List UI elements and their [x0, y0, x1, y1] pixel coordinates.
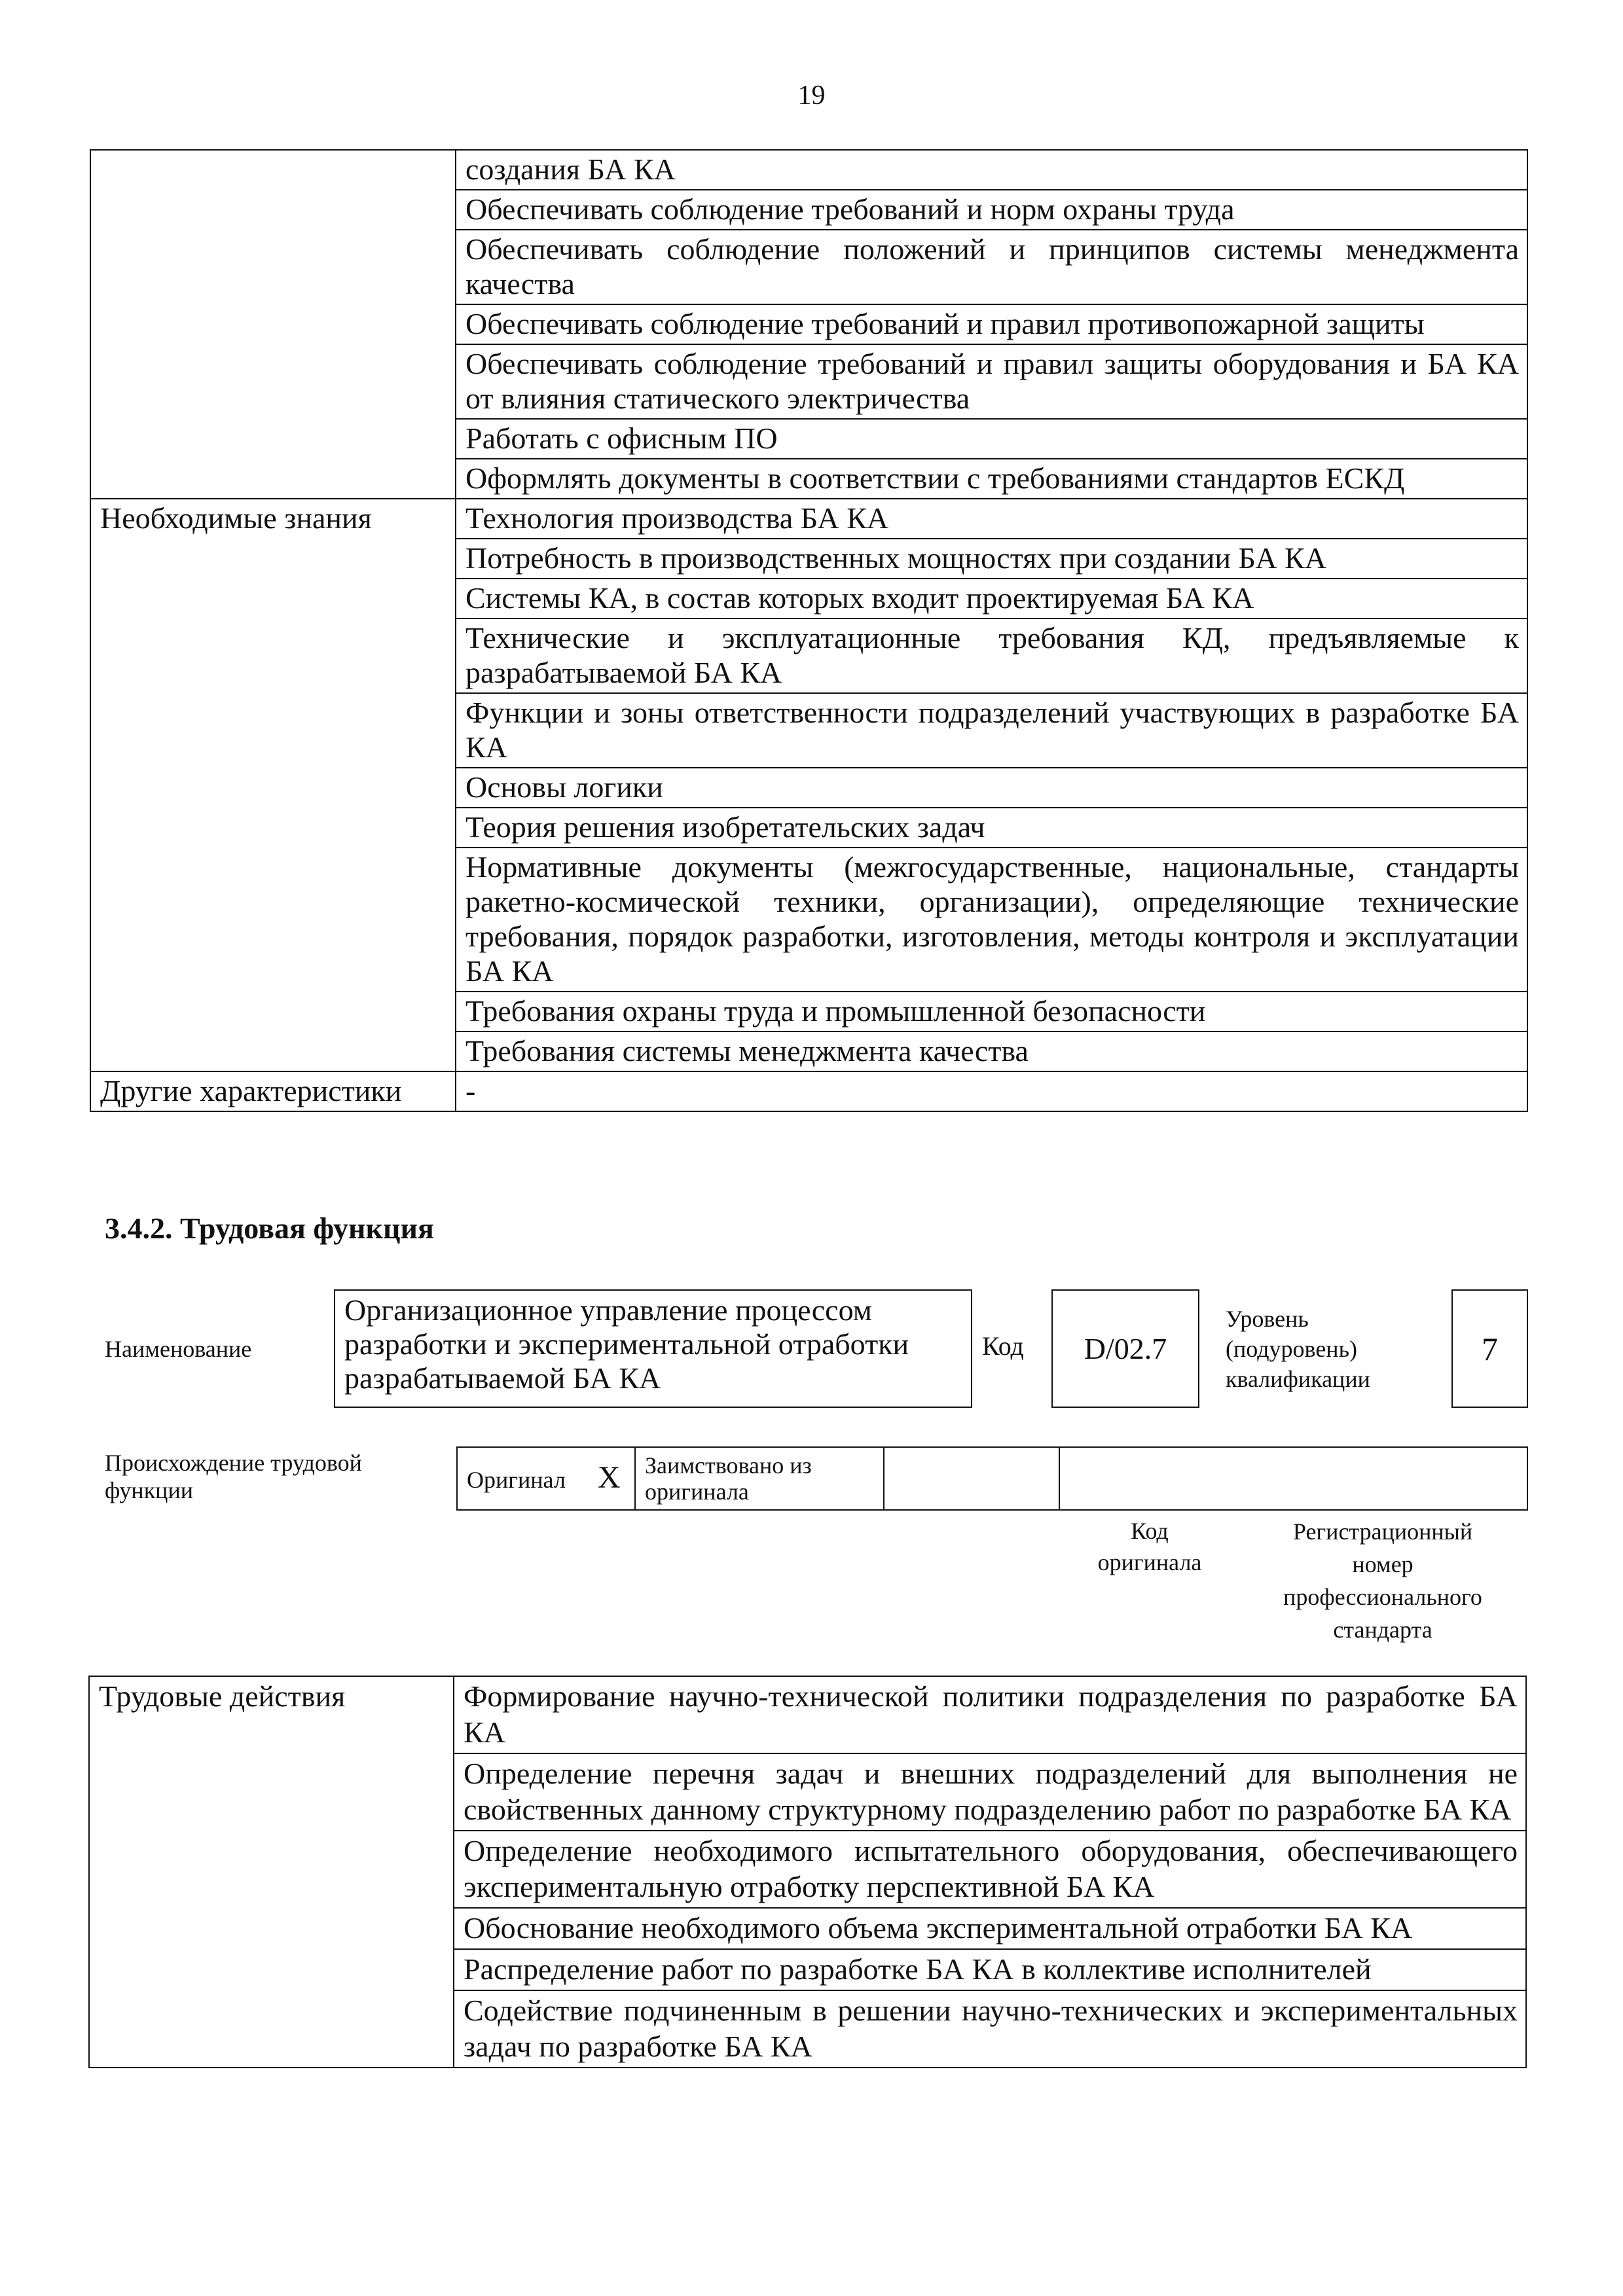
labor-actions-table [88, 1676, 1527, 2068]
section-title: 3.4.2. Трудовая функция [105, 1211, 434, 1245]
code-original-caption [1061, 1515, 1239, 1578]
knowledge-item: Требования охраны труда и промышленной безопасности [456, 992, 1527, 1031]
knowledge-item: Нормативные документы (межгосударственные, национальные, стандарты ракетно-космической техники, организации), определяющие технические требования, порядок разработки, изготовления, методы контроля и эксплуатации БА КА [456, 848, 1527, 992]
origin-table [456, 1446, 1528, 1511]
table-row [457, 1447, 1527, 1510]
knowledge-item: Потребность в производственных мощностях при создании БА КА [456, 539, 1527, 579]
origin-label-line: функции [105, 1477, 193, 1503]
skill-item: Обеспечивать соблюдение положений и принципов системы менеджмента качества [456, 230, 1527, 304]
caption-line: стандарта [1333, 1617, 1432, 1643]
skill-item: Обеспечивать соблюдение требований и норм охраны труда [456, 190, 1527, 230]
knowledge-item: Функции и зоны ответственности подразделений участвующих в разработке БА КА [456, 693, 1527, 768]
skill-item: Работать с офисным ПО [456, 419, 1527, 459]
code-label: Код [982, 1331, 1024, 1361]
skills-knowledge-table [90, 149, 1528, 1112]
caption-line: номер [1352, 1551, 1413, 1577]
function-name-box: Организационное управление процессом разработки и экспериментальной отработки разрабатываемой БА КА [334, 1289, 972, 1408]
qualification-level-box: 7 [1451, 1289, 1528, 1408]
page-number: 19 [797, 81, 826, 111]
table-row [89, 1676, 1526, 1753]
caption-line: Регистрационный [1292, 1518, 1473, 1545]
origin-label-line: Происхождение трудовой [105, 1450, 362, 1476]
labor-actions-header: Трудовые действия [89, 1676, 454, 2068]
other-characteristics-value: - [456, 1071, 1527, 1111]
knowledge-item: Основы логики [456, 768, 1527, 808]
knowledge-header-cell: Необходимые знания [90, 499, 456, 1071]
caption-line: Код [1131, 1518, 1169, 1544]
other-characteristics-header: Другие характеристики [90, 1071, 456, 1111]
labor-action-item: Определение перечня задач и внешних подразделений для выполнения не свойственных данному структурному подразделению работ по разработке БА КА [454, 1753, 1526, 1831]
name-label: Наименование [105, 1336, 252, 1362]
labor-action-item: Формирование научно-технической политики подразделения по разработке БА КА [454, 1676, 1526, 1753]
table-row [90, 150, 1527, 190]
skill-item: Оформлять документы в соответствии с требованиями стандартов ЕСКД [456, 459, 1527, 499]
skill-item: Обеспечивать соблюдение требований и правил противопожарной защиты [456, 304, 1527, 344]
original-label: Оригинал [467, 1466, 566, 1493]
original-mark: X [597, 1460, 621, 1495]
labor-action-item: Обоснование необходимого объема экспериментальной отработки БА КА [454, 1908, 1526, 1949]
origin-label [105, 1449, 362, 1504]
knowledge-item: Системы КА, в состав которых входит проектируемая БА КА [456, 579, 1527, 619]
level-label [1226, 1304, 1370, 1394]
knowledge-item: Теория решения изобретательских задач [456, 808, 1527, 848]
empty-header-cell [90, 150, 456, 499]
skill-item: создания БА КА [456, 150, 1527, 190]
table-row [90, 1071, 1527, 1111]
labor-action-item: Определение необходимого испытательного оборудования, обеспечивающего экспериментальную отработку перспективной БА КА [454, 1831, 1526, 1908]
level-label-line: Уровень [1226, 1306, 1309, 1332]
caption-line: профессионального [1283, 1584, 1482, 1610]
knowledge-item: Технология производства БА КА [456, 499, 1527, 539]
function-code-box: D/02.7 [1051, 1289, 1199, 1408]
origin-reg-number-cell [1059, 1447, 1527, 1510]
labor-action-item: Содействие подчиненным в решении научно-технических и экспериментальных задач по разработке БА КА [454, 1990, 1526, 2068]
knowledge-item: Требования системы менеджмента качества [456, 1031, 1527, 1071]
table-row [90, 499, 1527, 539]
level-label-line: (подуровень) [1226, 1336, 1357, 1362]
skill-item: Обеспечивать соблюдение требований и правил защиты оборудования и БА КА от влияния статического электричества [456, 344, 1527, 419]
reg-number-caption [1239, 1515, 1527, 1646]
knowledge-item: Технические и эксплуатационные требования КД, предъявляемые к разрабатываемой БА КА [456, 619, 1527, 693]
level-label-line: квалификации [1226, 1366, 1370, 1392]
caption-line: оригинала [1097, 1549, 1202, 1575]
borrowed-label: Заимствовано из оригинала [635, 1447, 884, 1510]
origin-original-cell [457, 1447, 635, 1510]
labor-action-item: Распределение работ по разработке БА КА в коллективе исполнителей [454, 1949, 1526, 1990]
origin-code-cell [884, 1447, 1059, 1510]
